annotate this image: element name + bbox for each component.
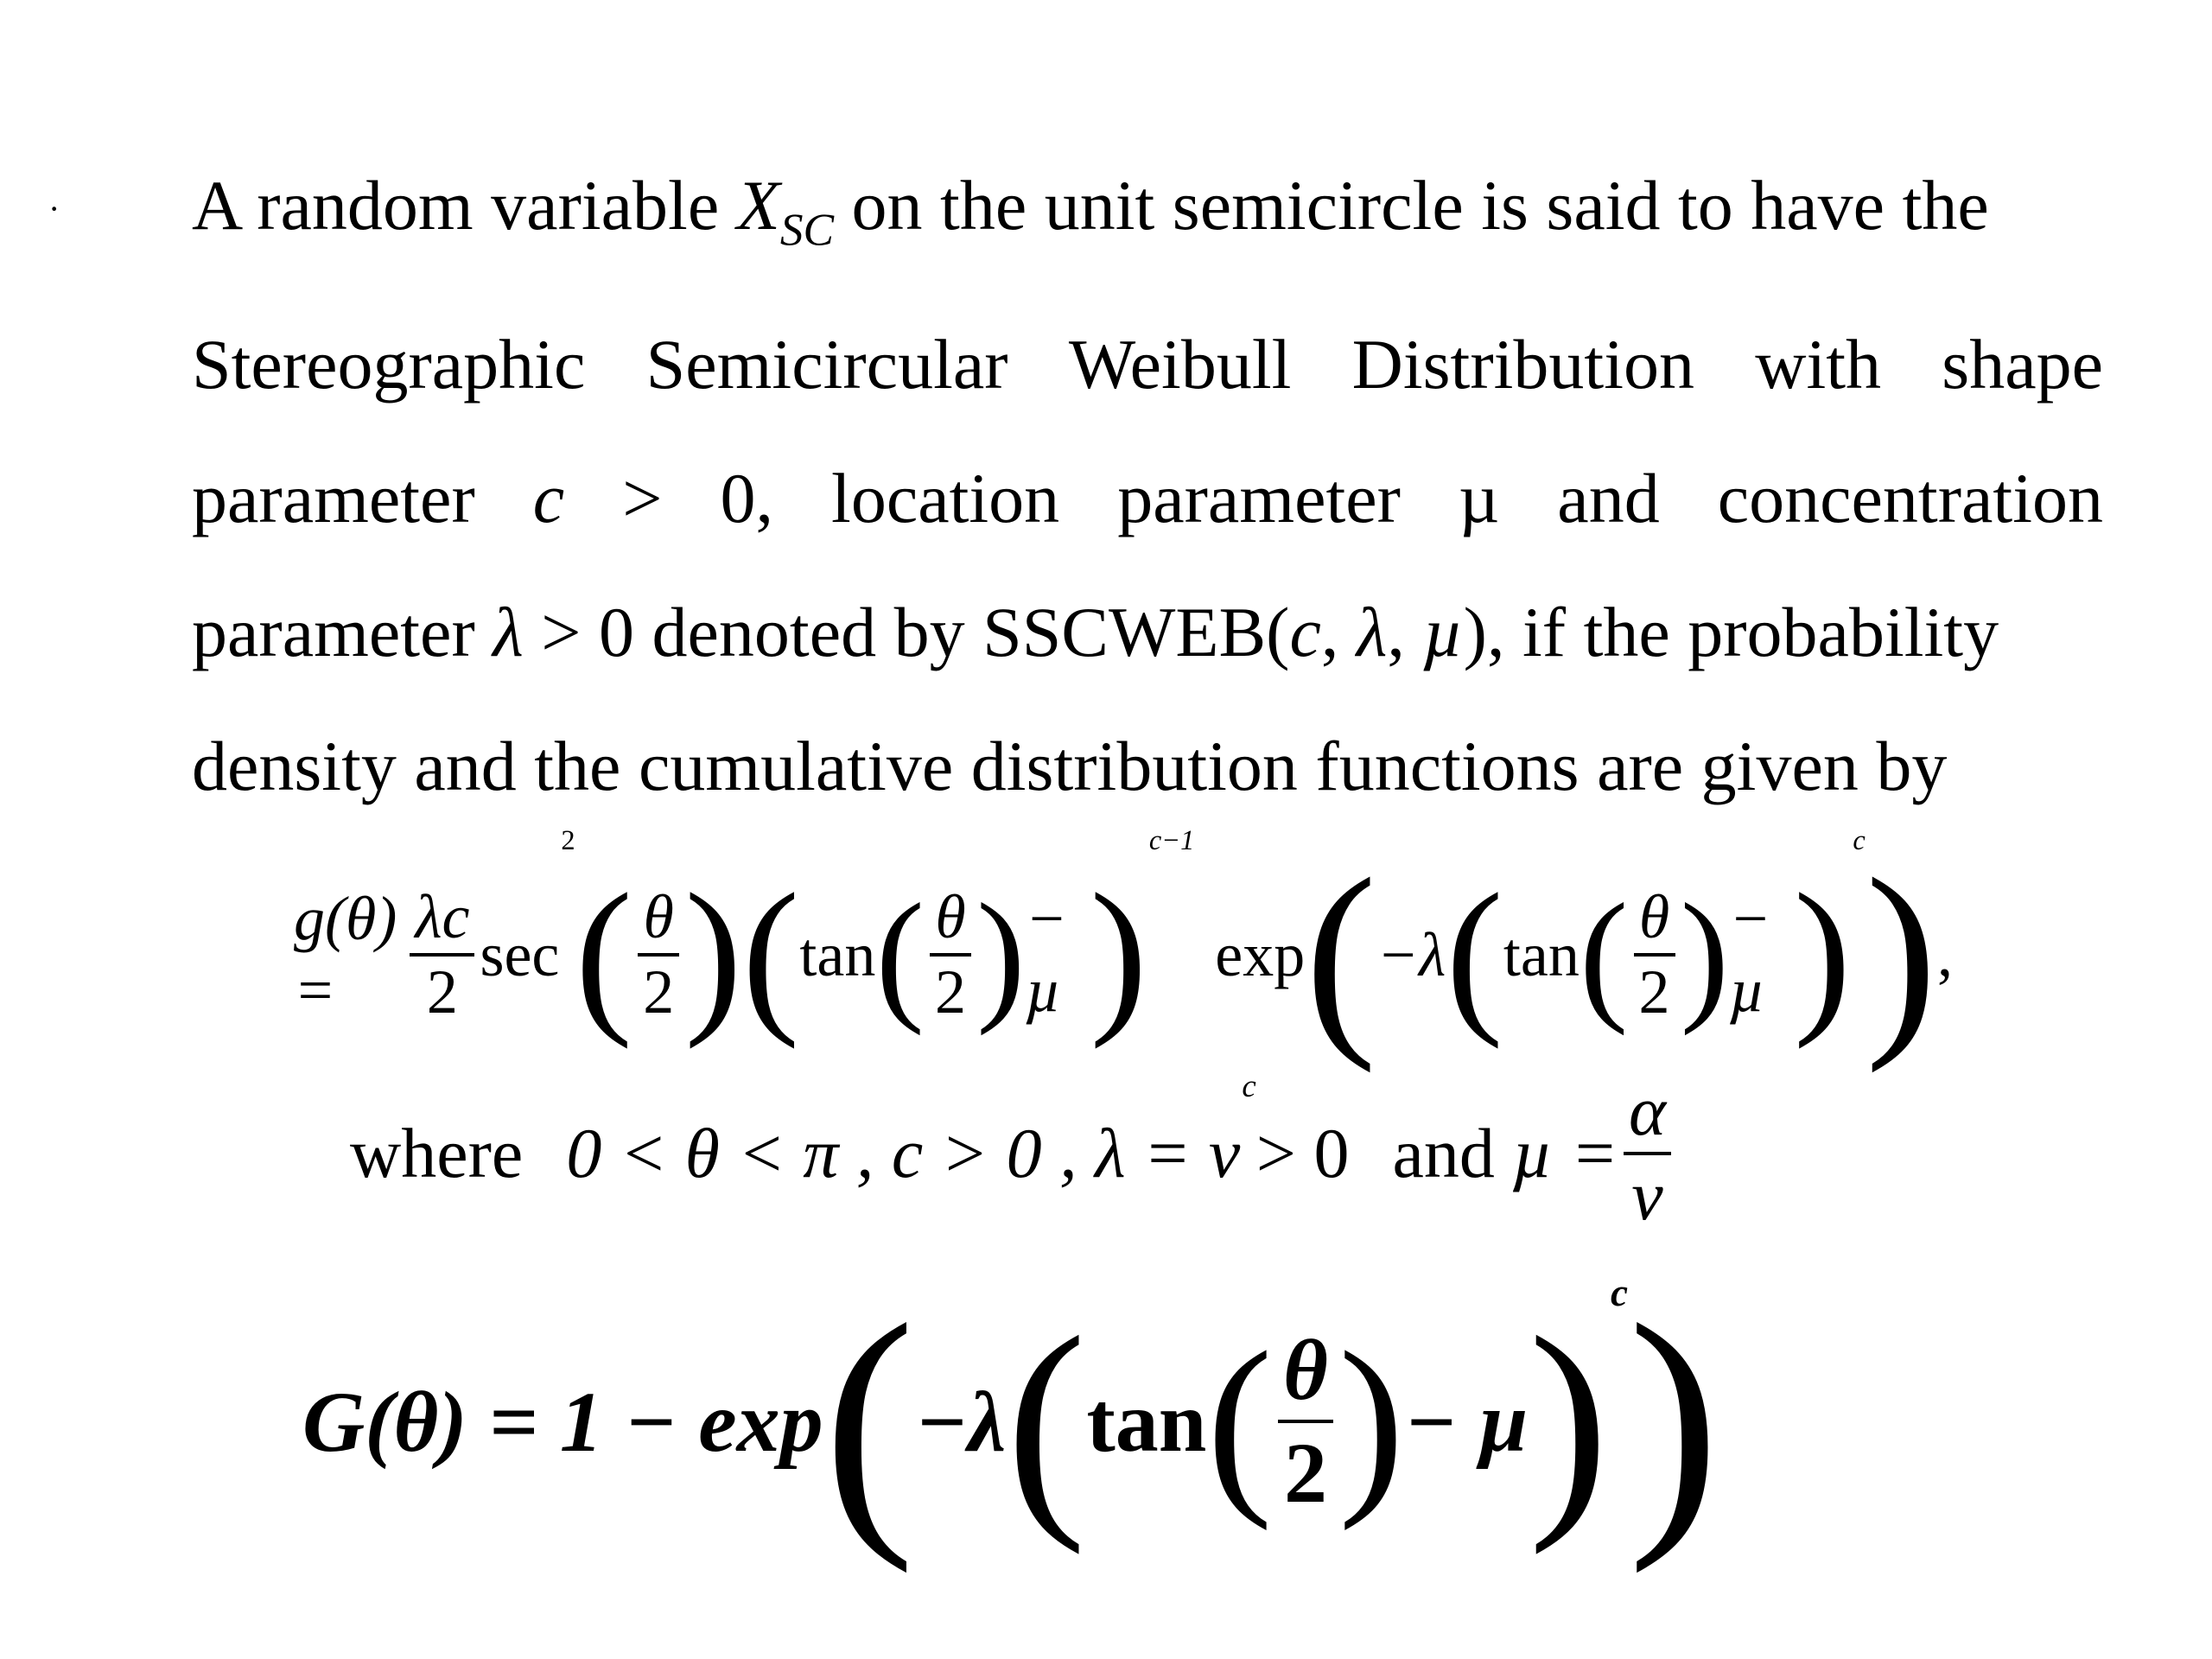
theta-half-fraction: $\frac{\theta}{2}$ [1278,1320,1333,1522]
theta-half-fraction: $\frac{\theta}{2}$ [1634,881,1675,1028]
where-condition: where 0 < θ < π , c > 0 , λ = v c > 0 and µ = $\frac{\alpha}{\nu}$ [350,1067,1940,1240]
tan-function: tan [1503,919,1580,989]
power-c: c [1853,825,1866,856]
pdf-lhs: g(θ) = [294,884,397,1025]
and-word: and [1392,1114,1495,1192]
pdf-equation: g(θ) = $\frac{\lambda c}{2}$ sec 2 ( $\frac{\theta}{2}$ ) ( tan ( $\frac{\theta}{2}$ ) − µ ) c−1 exp ( −λ ( tan ( $\frac{\theta}{2}$ ) − µ ) c ) , [294,825,1953,1074]
tan-function: tan [799,919,876,989]
pdf-coefficient-fraction: $\frac{\lambda c}{2}$ [410,881,474,1028]
power-c: c [1610,1271,1628,1314]
paragraph-line-4: parameter λ > 0 denoted by SSCWEB(c, λ, µ), if the probability [192,592,1999,671]
cdf-lhs: G(θ) = 1 − exp [302,1373,823,1470]
theta-half-fraction: $\frac{\theta}{2}$ [930,881,971,1028]
alpha-over-nu-fraction: $\frac{\alpha}{\nu}$ [1624,1071,1671,1236]
where-word: where [350,1114,524,1192]
parameter-conditions: 0 < θ < π , c > 0 , λ = v [566,1114,1241,1192]
cdf-equation: G(θ) = 1 − exp ( −λ ( tan ( $\frac{\theta}{2}$ ) − µ ) c ) [302,1268,1720,1574]
tan-function: tan [1086,1373,1207,1470]
paragraph-line-2: Stereographic Semicircular Weibull Distribution with shape [192,324,2103,404]
definition-paragraph [192,138,2103,833]
paragraph-line-1: A random variable $X_{SC}$ on the unit semicircle is said to have the [192,166,1989,256]
exp-function: exp [1215,919,1306,989]
paragraph-line-3: parameter c > 0, location parameter µ and concentration [192,458,2103,537]
sec-function: sec [480,919,560,989]
list-bullet: · [48,189,60,228]
theta-half-fraction: $\frac{\theta}{2}$ [638,881,679,1028]
power-c-minus-1: c−1 [1148,825,1195,856]
paragraph-line-5: density and the cumulative distribution functions are given by [192,726,1948,805]
